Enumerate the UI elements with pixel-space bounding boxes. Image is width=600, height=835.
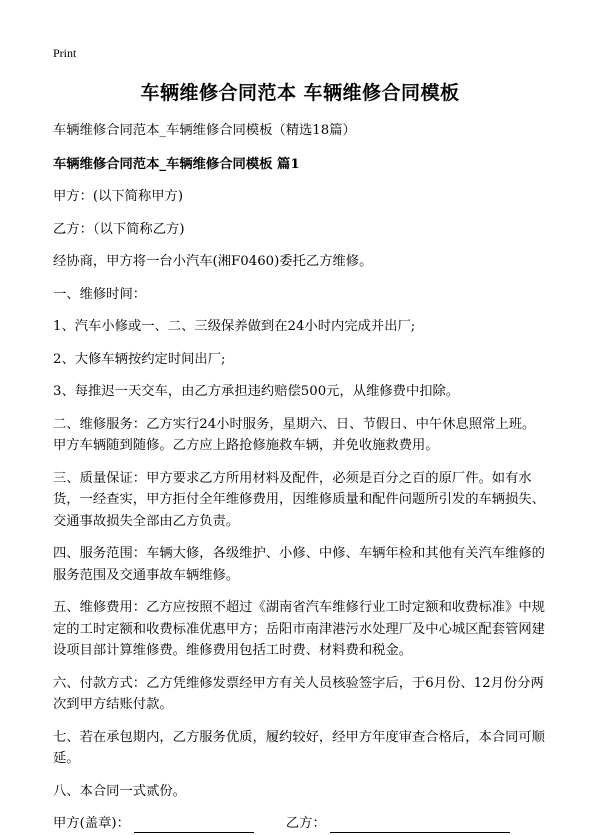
party-a-signature-line	[134, 816, 254, 833]
paragraph-party-a: 甲方：(以下简称甲方)	[53, 189, 184, 204]
party-b-signature-line	[330, 816, 510, 833]
section-heading: 车辆维修合同范本_车辆维修合同模板 篇1	[53, 156, 300, 172]
paragraph-intro: 经协商，甲方将一台小汽车(湘F0460)委托乙方维修。	[53, 254, 373, 269]
document-title: 车辆维修合同范本 车辆维修合同模板	[140, 82, 460, 104]
signature-row	[53, 813, 548, 835]
paragraph-section-8: 八、本合同一式贰份。	[53, 783, 186, 799]
party-a-signature-label: 甲方(盖章)：	[53, 816, 130, 831]
print-label: Print	[53, 46, 77, 60]
paragraph-clause-1-3: 3、每推迟一天交车，由乙方承担违约赔偿500元，从维修费中扣除。	[53, 384, 460, 399]
paragraph-section-1: 一、维修时间：	[53, 286, 147, 302]
paragraph-section-4: 四、服务范围：车辆大修，各级维护、小修、中修、车辆年检和其他有关汽车维修的服务范围及交通事故车辆维修。	[53, 546, 545, 583]
paragraph-section-3: 三、质量保证：甲方要求乙方所用材料及配件，必须是百分之百的原厂件。如有水货，一经查实，甲方拒付全年维修费用，因维修质量和配件问题所引发的车辆损失、交通事故损失全部由乙方负责。	[53, 470, 545, 529]
party-b-signature-label: 乙方：	[285, 816, 326, 831]
paragraph-clause-1-2: 2、大修车辆按约定时间出厂;	[53, 351, 226, 367]
paragraph-party-b: 乙方：（以下简称乙方)	[53, 221, 185, 237]
document-subtitle: 车辆维修合同范本_车辆维修合同模板（精选18篇）	[53, 123, 356, 138]
paragraph-section-2: 二、维修服务：乙方实行24小时服务，星期六、日、节假日、中午休息照常上班。甲方车辆随到随修。乙方应上路抢修施救车辆，并免收施救费用。	[53, 416, 536, 453]
paragraph-clause-1-1: 1、汽车小修或一、二、三级保养做到在24小时内完成并出厂;	[53, 319, 416, 334]
paragraph-section-6: 六、付款方式：乙方凭维修发票经甲方有关人员核验签字后，于6月份、12月份分两次到甲方结账付款。	[53, 675, 544, 712]
paragraph-section-5: 五、维修费用：乙方应按照不超过《湖南省汽车维修行业工时定额和收费标准》中规定的工时定额和收费标准优惠甲方；岳阳市南津港污水处理厂及中心城区配套管网建设项目部计算维修费。维修费用包括工时费、材料费和税金。	[53, 600, 545, 658]
document-body	[53, 120, 548, 835]
paragraph-section-7: 七、若在承包期内，乙方服务优质，履约较好，经甲方年度审查合格后，本合同可顺延。	[53, 729, 545, 766]
